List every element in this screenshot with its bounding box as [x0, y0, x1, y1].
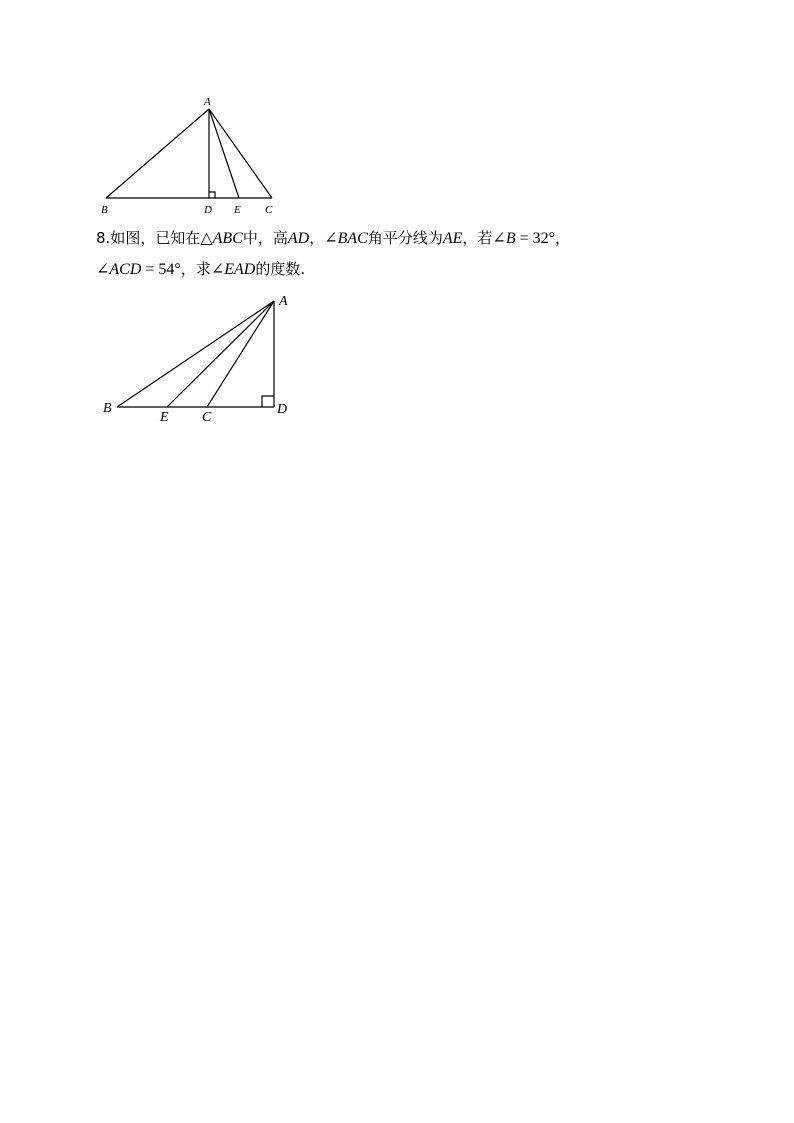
right-angle-mark	[262, 396, 274, 407]
segment-ac	[207, 301, 274, 407]
label-c: C	[265, 204, 273, 216]
label-b: B	[103, 401, 112, 416]
segment-ab	[117, 301, 274, 407]
label-a: A	[204, 96, 211, 108]
label-e: E	[234, 204, 241, 216]
label-e: E	[160, 410, 169, 425]
label-c: C	[202, 410, 212, 425]
problem-8-line-1: 8.如图，已知在△ABC中，高AD，∠BAC角平分线为AE，若∠B = 32°，	[96, 229, 571, 247]
figure-2-triangle-diagram	[0, 0, 794, 440]
problem-number: 8.	[96, 229, 111, 247]
label-a: A	[279, 294, 288, 309]
problem-8-line-2: ∠ACD = 54°，求∠EAD的度数.	[96, 260, 306, 278]
segment-ae	[167, 301, 274, 407]
label-d: D	[277, 402, 288, 417]
label-b: B	[101, 204, 108, 216]
label-d: D	[204, 204, 212, 216]
